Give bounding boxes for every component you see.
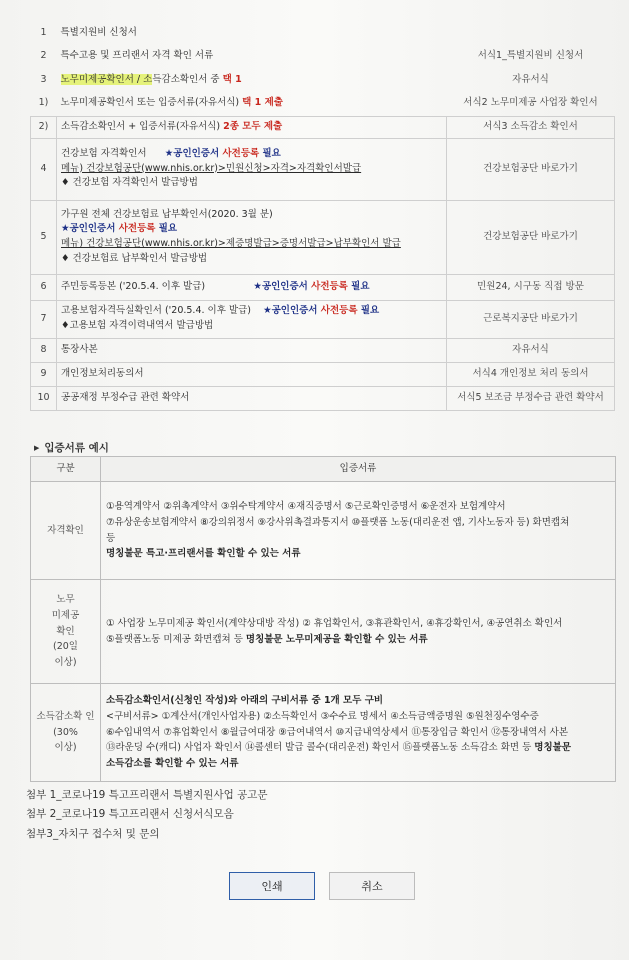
- evidence-row-qualification: 자격확인 ①용역계약서 ②위촉계약서 ③위수탁계약서 ④재직증명서 ⑤근로확인증명서 ⑥운전자 보험계약서 ⑦유상운송보험계약서 ⑧강의위정서 ⑨강사위촉결과통지서 ⑩플랫폼 노동(대리운전 앱, 기사노동자 등) 화면캡쳐 등 명칭불문 특고·프리랜서를 확인할 수 있는 서류: [31, 482, 616, 580]
- attachment-link-1[interactable]: 첨부 1_코로나19 특고프리랜서 특별지원사업 공고문: [26, 789, 268, 801]
- doc-row-4: 4 건강보험 자격확인서 ★공인인증서 사전등록 필요 메뉴) 건강보험공단(www.nhis.or.kr)>민원신청>자격>자격확인서발급 ♦ 건강보험 자격확인서 발급방법 건강보험공단 바로가기: [31, 138, 615, 200]
- doc-row-1: 1 특별지원비 신청서: [40, 26, 137, 38]
- menu-path-link[interactable]: 메뉴) 건강보험공단(www.nhis.or.kr)>민원신청>자격>자격확인서발급: [61, 162, 362, 174]
- doc-row-3-2: 2) 소득감소확인서 + 입증서류(자유서식) 2종 모두 제출 서식3 소득감소 확인서: [31, 116, 615, 138]
- section-title: ▶ 입증서류 예시: [34, 442, 109, 454]
- evidence-header-row: 구분 입증서류: [31, 457, 616, 482]
- evidence-row-no-labor: 노무 미제공 확인 (20일 이상) ① 사업장 노무미제공 확인서(계약상대방 작성) ② 휴업확인서, ③휴관확인서, ④휴강확인서, ④공연취소 확인서 ⑤플랫폼노동 미제공 화면캡쳐 등 명칭불문 노무미제공을 확인할 수 있는 서류: [31, 580, 616, 684]
- nhis-link-1[interactable]: 건강보험공단 바로가기: [447, 138, 615, 200]
- attachment-link-2[interactable]: 첨부 2_코로나19 특고프리랜서 신청서식모음: [26, 808, 234, 821]
- nhis-link-2[interactable]: 건강보험공단 바로가기: [447, 200, 615, 274]
- guide-link[interactable]: ♦ 건강보험료 납부확인서 발급방법: [61, 252, 208, 264]
- evidence-table: [30, 456, 616, 782]
- attachments-list: [26, 786, 268, 844]
- doc-row-5: 5 가구원 전체 건강보험료 납부확인서(2020. 3월 분) ★공인인증서 사전등록 필요 메뉴) 건강보험공단(www.nhis.or.kr)>제증명발급>증명서발급>납부확인서 발급 ♦ 건강보험료 납부확인서 발급방법 건강보험공단 바로가기: [31, 200, 615, 274]
- triangle-bullet-icon: ▶: [34, 444, 40, 452]
- free-form-label-2[interactable]: 자유서식: [447, 338, 615, 362]
- doc-row-7: 7 고용보험자격득실확인서 ('20.5.4. 이후 발급) ★공인인증서 사전등록 필요 ♦고용보험 자격이력내역서 발급방법 근로복지공단 바로가기: [31, 300, 615, 338]
- print-button[interactable]: 인쇄: [229, 872, 315, 900]
- document-list-table: [30, 22, 615, 411]
- doc-row-6: 6 주민등록등본 ('20.5.4. 이후 발급) ★공인인증서 사전등록 필요 민원24, 시구동 직접 방문: [31, 274, 615, 300]
- form-link-3[interactable]: 서식3 소득감소 확인서: [447, 116, 615, 138]
- evidence-row-income-decrease: 소득감소확 인 (30% 이상) 소득감소확인서(신청인 작성)와 아래의 구비서류 중 1개 모두 구비 <구비서류> ①계산서(개인사업자용) ②소득확인서 ③수수료 명세서 ④소득금액증명원 ⑤원천징수영수증 ⑥수입내역서 ⑦휴업확인서 ⑧월급여대장 ⑨급여내역서 ⑩지급내역상세서 ⑪통장입금 확인서 ⑫통장내역서 사본 ⑬라운딩 수(캐디) 사업자 확인서 ⑭콜센터 발급 콜수(대리운전) 확인서 ⑮플랫폼노동 소득감소 화면 등 명칭불문 소득감소를 확인할 수 있는 서류: [31, 684, 616, 782]
- doc-row-2: 2 특수고용 및 프리랜서 자격 확인 서류 서식1_특별지원비 신청서: [31, 44, 615, 68]
- form-link-1[interactable]: 서식1_특별지원비 신청서: [477, 49, 584, 61]
- form-link-4[interactable]: 서식4 개인정보 처리 동의서: [447, 362, 615, 386]
- free-form-label[interactable]: 자유서식: [512, 73, 549, 85]
- doc-row-8: 8 통장사본 자유서식: [31, 338, 615, 362]
- guide-link[interactable]: ♦고용보험 자격이력내역서 발급방법: [61, 320, 214, 331]
- comwel-link[interactable]: 근로복지공단 바로가기: [447, 300, 615, 338]
- guide-link[interactable]: ♦ 건강보험 자격확인서 발급방법: [61, 177, 198, 189]
- cancel-button[interactable]: 취소: [329, 872, 415, 900]
- attachment-link-3[interactable]: 첨부3_자치구 접수처 및 문의: [26, 827, 160, 840]
- doc-row-10: 10 공공재정 부정수급 관련 확약서 서식5 보조금 부정수급 관련 확약서: [31, 386, 615, 410]
- doc-row-3-1: 1) 노무미제공확인서 또는 입증서류(자유서식) 택 1 제출 서식2 노무미제공 사업장 확인서: [31, 92, 615, 116]
- minwon24-label[interactable]: 민원24, 시구동 직접 방문: [447, 274, 615, 300]
- form-link-5[interactable]: 서식5 보조금 부정수급 관련 확약서: [447, 386, 615, 410]
- doc-row-3: 3 노무미제공확인서 / 소득감소확인서 중 택 1 자유서식: [31, 68, 615, 92]
- form-link-2[interactable]: 서식2 노무미제공 사업장 확인서: [463, 97, 598, 109]
- doc-row-9: 9 개인정보처리동의서 서식4 개인정보 처리 동의서: [31, 362, 615, 386]
- menu-path-link[interactable]: 메뉴) 건강보험공단(www.nhis.or.kr)>제증명발급>증명서발급>납부확인서 발급: [61, 238, 401, 249]
